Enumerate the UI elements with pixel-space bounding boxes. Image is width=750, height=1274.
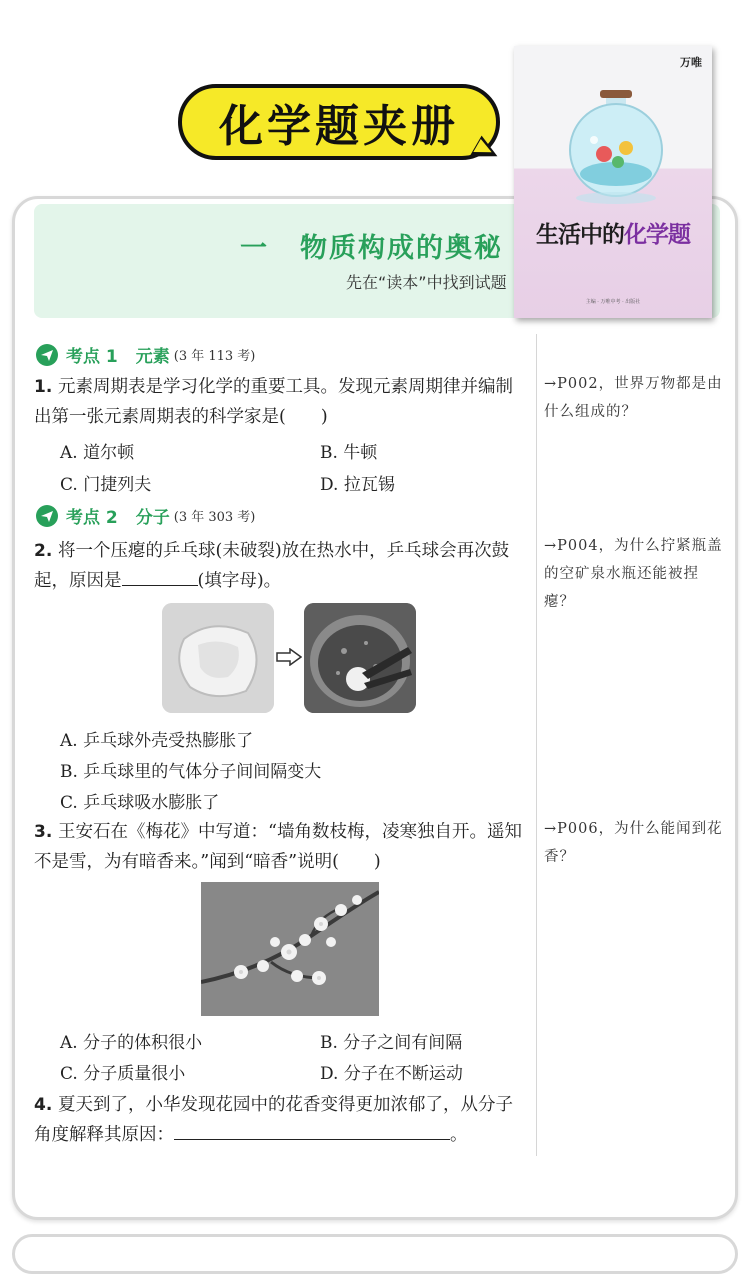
option-d: D. 分子在不断运动 <box>320 1064 463 1084</box>
header-bubble <box>178 84 500 160</box>
question-2 <box>34 536 530 596</box>
book-title-highlight: 化学题 <box>624 222 690 248</box>
question-3 <box>34 817 530 877</box>
reference-note-3: →P006，为什么能闻到花香？ <box>544 821 723 865</box>
option-c: C. 乒乓球吸水膨胀了 <box>60 793 220 813</box>
question-text: 王安石在《梅花》中写道：“墙角数枝梅，凌寒独自开。遥知不是雪，为有暗香来。”闻到“暗香”说明( ) <box>34 822 522 872</box>
section-header-1 <box>36 342 255 367</box>
dented-ball-photo <box>162 603 274 713</box>
arrow-right-icon <box>276 648 302 666</box>
option-d: D. 拉瓦锡 <box>320 475 395 495</box>
option-a: A. 道尔顿 <box>60 443 135 463</box>
question-text: 元素周期表是学习化学的重要工具。发现元素周期律并编制出第一张元素周期表的科学家是( ) <box>34 377 513 427</box>
question-text-suffix: (填字母)。 <box>197 571 282 591</box>
question-number: 4. <box>34 1095 53 1115</box>
paper-plane-icon <box>36 344 58 366</box>
page-title: 化学题夹册 <box>219 101 459 152</box>
book-brand-logo: 万唯 <box>680 56 702 69</box>
book-title-plain: 生活中的 <box>536 222 624 248</box>
hot-water-pot-photo <box>304 603 416 713</box>
chapter-subtitle: 先在“读本”中找到试题 <box>346 273 507 292</box>
question-number: 3. <box>34 822 53 842</box>
question-1 <box>34 372 530 432</box>
option-c: C. 门捷列夫 <box>60 475 152 495</box>
option-b: B. 分子之间有间隔 <box>320 1033 463 1053</box>
plum-blossom-illustration <box>201 882 379 1016</box>
book-footer: 主编 · 万唯中考 · 出版社 <box>585 299 641 305</box>
section-header-2 <box>36 503 255 528</box>
question-text-suffix: 。 <box>450 1125 468 1145</box>
book-title <box>520 216 706 249</box>
question-text: 夏天到了，小华发现花园中的花香变得更加浓郁了，从分子角度解释其原因： <box>34 1095 513 1145</box>
pot-illustration <box>304 603 416 713</box>
question-4 <box>34 1090 530 1150</box>
section-label: 考点 1 <box>66 347 118 367</box>
dented-ball-illustration <box>162 603 274 713</box>
answer-blank <box>122 567 198 586</box>
question-number: 2. <box>34 541 53 561</box>
reference-note-2: →P004，为什么拧紧瓶盖的空矿泉水瓶还能被捏瘪？ <box>544 538 723 610</box>
question-text: 将一个压瘪的乒乓球(未破裂)放在热水中，乒乓球会再次鼓起，原因是 <box>34 541 510 591</box>
option-b: B. 牛顿 <box>320 443 378 463</box>
book-cover <box>514 46 712 318</box>
next-card-edge <box>12 1234 738 1274</box>
section-count: (3 年 303 考) <box>173 510 256 525</box>
column-divider <box>536 334 537 1156</box>
plum-blossom-photo <box>201 882 379 1016</box>
reference-note-1: →P002，世界万物都是由什么组成的？ <box>544 376 723 420</box>
option-c: C. 分子质量很小 <box>60 1064 186 1084</box>
option-a: A. 乒乓球外壳受热膨胀了 <box>60 731 254 751</box>
chapter-title: 物质构成的奥秘 <box>300 233 503 264</box>
section-name: 分子 <box>135 508 170 528</box>
question-number: 1. <box>34 377 53 397</box>
paper-plane-icon <box>36 505 58 527</box>
option-a: A. 分子的体积很小 <box>60 1033 203 1053</box>
option-b: B. 乒乓球里的气体分子间间隔变大 <box>60 762 322 782</box>
terrarium-jar-illustration <box>514 46 712 216</box>
chapter-number: 一 <box>240 233 267 264</box>
section-name: 元素 <box>135 347 170 367</box>
answer-blank <box>174 1121 450 1140</box>
section-label: 考点 2 <box>66 508 118 528</box>
section-count: (3 年 113 考) <box>173 349 256 364</box>
